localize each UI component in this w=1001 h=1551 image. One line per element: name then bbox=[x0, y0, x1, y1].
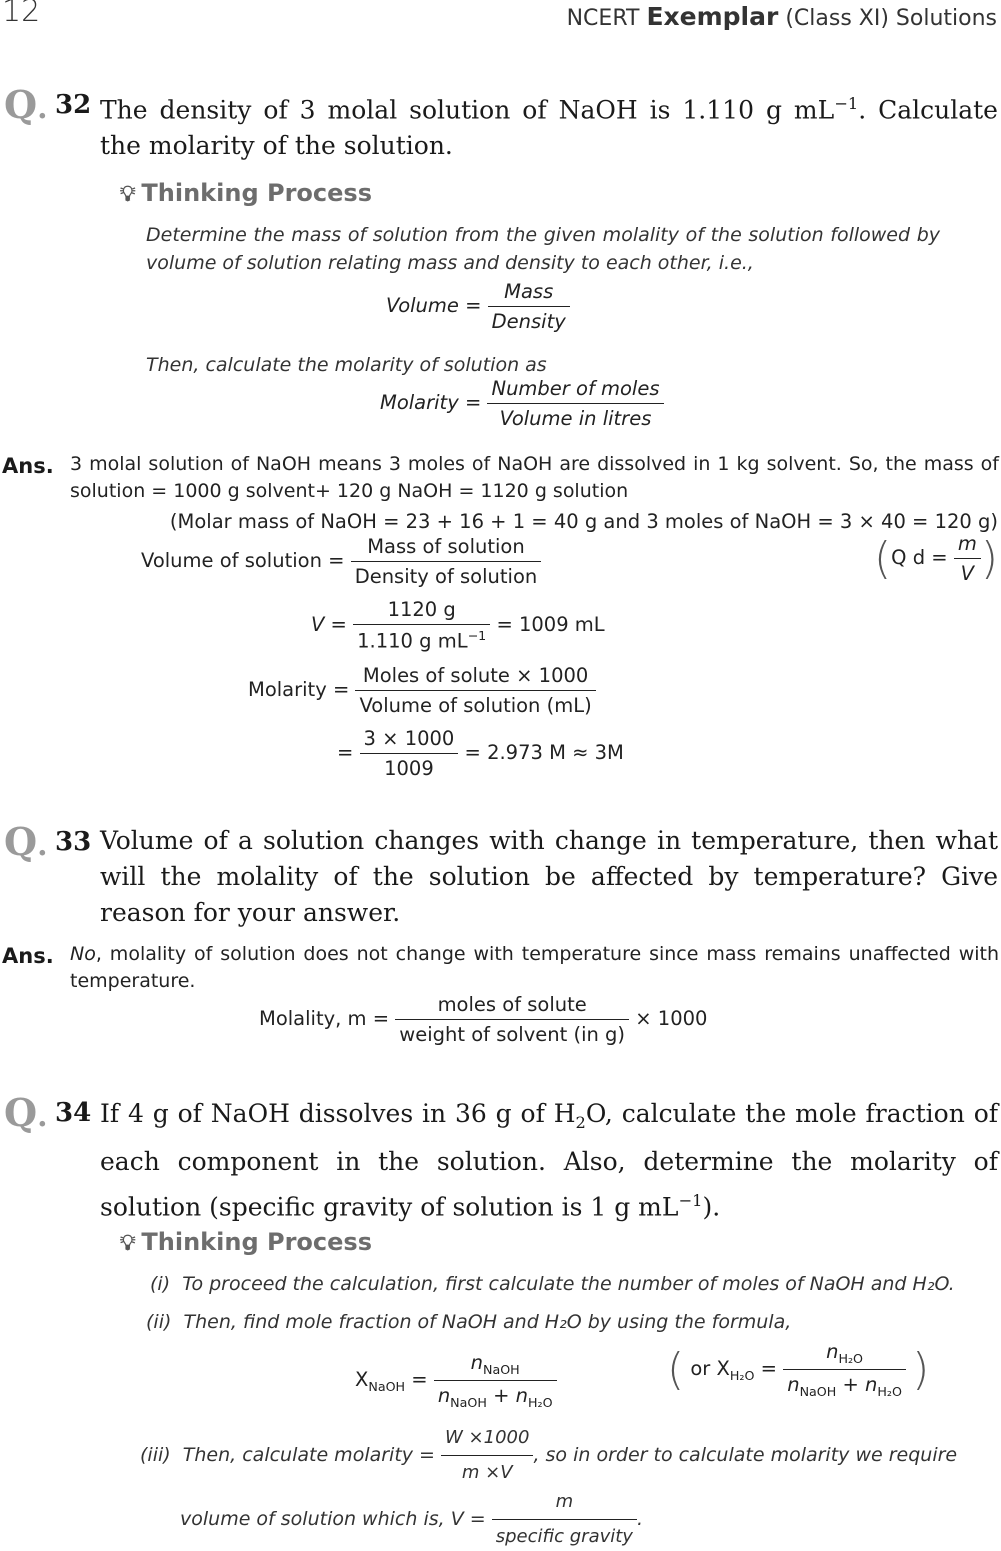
question-mark-32: Q. bbox=[4, 82, 48, 127]
mole-fraction-h2o-eq: ( or $X_{H_2O}$ = $\frac{n_{H_2O}}{n_{NaOH} + n_{H_2O}}$ ) bbox=[667, 1340, 930, 1399]
thinking-process-title-34: 💡︎ Thinking Process bbox=[120, 1228, 372, 1256]
mole-fraction-naoh-eq: $X_{NaOH}$ = $\frac{n_{NaOH}}{n_{NaOH} + n_{H_2O}}$ bbox=[355, 1351, 557, 1410]
density-relation: (Q d = $\frac{m}{V}$ ) bbox=[873, 532, 998, 585]
answer-label-32: Ans. bbox=[2, 454, 54, 478]
question-number-33: 33 bbox=[55, 827, 92, 857]
header-series: NCERT bbox=[566, 6, 640, 31]
step-i: (i) To proceed the calculation, first calculate the number of moles of NaOH and H₂O. bbox=[150, 1273, 955, 1295]
page-number: 12 bbox=[2, 0, 41, 29]
question-text-32: The density of 3 molal solution of NaOH is 1.110 g $mL^{-1}$. Calculate the molarity of the solution. bbox=[100, 94, 998, 161]
question-mark-34: Q. bbox=[4, 1090, 48, 1135]
step-iii: (iii) Then, calculate molarity = $\frac{W \times 1000}{m \times V}$ , so in order to calculate molarity we require bbox=[140, 1424, 957, 1487]
thinking-process-text-32b: Then, calculate the molarity of solution as bbox=[146, 354, 547, 376]
molarity-calc-eq: Molarity = $\frac{\text{Moles of solute × 1000}}{\text{Volume of solution (mL)}}$ bbox=[248, 664, 596, 717]
question-text-33: Volume of a solution changes with change in temperature, then what will the molality of the solution be affected by temperature? Give reason for your answer. bbox=[100, 826, 998, 927]
thinking-process-text-32a: Determine the mass of solution from the given molality of the solution followed by volume of solution relating mass and density to each other, i.e., bbox=[146, 224, 940, 274]
answer-text-33: No, molality of solution does not change with temperature since mass remains unaffected with temperature. bbox=[70, 943, 999, 992]
question-number-32: 32 bbox=[55, 90, 92, 120]
molality-formula: Molality, m = $\frac{\text{moles of solute}}{\text{weight of solvent (in g)}}$ × 1000 bbox=[259, 993, 708, 1046]
answer-label-33: Ans. bbox=[2, 944, 54, 968]
step-ii: (ii) Then, find mole fraction of NaOH and H₂O by using the formula, bbox=[146, 1311, 792, 1333]
molarity-formula: Molarity = $\frac{\text{Number of moles}}{\text{Volume in litres}}$ bbox=[380, 377, 664, 430]
question-mark-33: Q. bbox=[4, 819, 48, 864]
header-bold: Exemplar bbox=[646, 2, 779, 31]
step-iii-continued: volume of solution which is, V = $\frac{m}{\text{specific gravity}}$ . bbox=[180, 1488, 643, 1551]
question-text-34: If 4 g of NaOH dissolves in 36 g of $H_2O$, calculate the mole fraction of each component in the solution. Also, determine the molarity of solution (specific gravity of solution is 1 g $mL^{-1}$). bbox=[100, 1099, 998, 1222]
volume-calc-eq: V = $\frac{1120 g}{1.110 g mL^{-1}}$ = 1009 mL bbox=[311, 598, 605, 653]
molar-mass-note: (Molar mass of NaOH = 23 + 16 + 1 = 40 g and 3 moles of NaOH = 3 × 40 = 120 g) bbox=[169, 510, 998, 533]
volume-of-solution-eq: Volume of solution = $\frac{\text{Mass of solution}}{\text{Density of solution}}$ bbox=[141, 535, 541, 588]
thinking-process-title-32: 💡︎ Thinking Process bbox=[120, 179, 372, 207]
question-number-34: 34 bbox=[55, 1098, 92, 1128]
volume-formula: Volume = $\frac{\text{Mass}}{\text{Density}}$ bbox=[386, 280, 570, 333]
bulb-icon: 💡︎ bbox=[120, 1231, 136, 1256]
running-header bbox=[567, 2, 997, 31]
bulb-icon: 💡︎ bbox=[120, 182, 136, 207]
molarity-result-eq: = $\frac{3 \times 1000}{1009}$ = 2.973 M ≈ 3M bbox=[337, 727, 624, 780]
header-rest: (Class XI) Solutions bbox=[785, 6, 997, 31]
answer-text-32: 3 molal solution of NaOH means 3 moles of NaOH are dissolved in 1 kg solvent. So, the mass of solution = 1000 g solvent+ 120 g NaOH = 1120 g solution bbox=[70, 453, 999, 502]
